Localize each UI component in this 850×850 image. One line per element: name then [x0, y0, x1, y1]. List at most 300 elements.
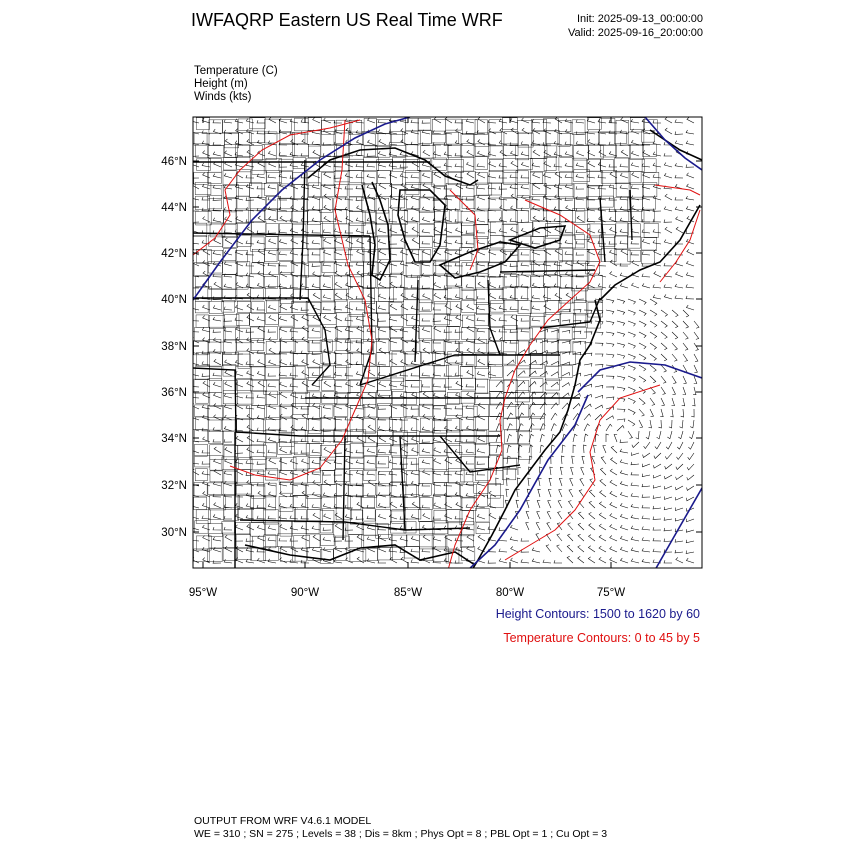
wind-barb — [558, 512, 562, 519]
wind-barb — [653, 485, 661, 488]
wind-barb — [511, 128, 518, 134]
wind-barb — [559, 489, 562, 497]
wind-barb — [378, 162, 386, 167]
wind-barb — [547, 523, 551, 531]
county-cell — [517, 120, 532, 133]
county-cell — [447, 223, 462, 236]
wind-barb — [434, 459, 441, 465]
wind-barb — [258, 381, 265, 387]
wind-barb — [257, 317, 265, 321]
wind-barb — [579, 490, 584, 497]
wind-barb — [434, 448, 441, 453]
wind-barb — [224, 559, 232, 563]
wind-barb — [312, 264, 320, 267]
wind-barb — [521, 252, 529, 255]
wind-barb — [213, 349, 221, 354]
wind-barb — [687, 173, 694, 178]
wind-barb — [280, 525, 287, 531]
county-cell — [475, 443, 490, 457]
wind-barb — [389, 537, 397, 541]
wind-barb — [614, 434, 617, 442]
wind-barb — [654, 464, 662, 468]
wind-barb — [202, 184, 210, 189]
wind-barb — [302, 536, 309, 541]
county-cell — [264, 209, 277, 220]
wind-barb — [511, 547, 518, 553]
wind-barb — [687, 486, 694, 490]
county-cell — [614, 236, 627, 249]
wind-barb — [477, 240, 485, 244]
wind-barb — [578, 534, 584, 541]
lat-label: 44°N — [161, 202, 187, 214]
wind-barb — [546, 545, 551, 552]
county-cell — [250, 313, 265, 326]
wind-barb — [345, 340, 353, 343]
county-cell — [238, 262, 250, 276]
county-cell — [308, 367, 322, 381]
wind-barb — [595, 385, 603, 388]
wind-barb — [540, 371, 547, 376]
county-cell — [390, 339, 402, 351]
county-cell — [376, 444, 390, 455]
wind-barb — [235, 360, 243, 365]
county-cell — [404, 522, 416, 533]
wind-barb — [665, 227, 672, 233]
wind-barb — [334, 372, 342, 376]
wind-barb — [213, 373, 221, 376]
county-cell — [531, 209, 544, 221]
wind-barb — [213, 185, 221, 189]
wind-barb — [422, 505, 430, 508]
wind-barb — [290, 373, 298, 376]
wind-barb — [268, 384, 276, 388]
county-cell — [376, 145, 390, 157]
wind-barb — [688, 442, 694, 449]
county-cell — [336, 457, 350, 469]
wind-barb — [686, 272, 694, 277]
county-cell — [321, 313, 336, 324]
wind-barb — [400, 383, 408, 388]
wind-barb — [478, 173, 485, 179]
wind-barb — [571, 467, 574, 475]
wind-barb — [628, 343, 635, 348]
county-cell — [489, 132, 501, 145]
wind-barb — [312, 471, 320, 475]
county-cell — [532, 417, 545, 429]
wind-barb — [694, 376, 697, 384]
wind-barb — [533, 128, 540, 134]
wind-barb — [191, 504, 199, 509]
wind-barb — [445, 535, 452, 541]
wind-barb — [650, 343, 657, 349]
wind-barb — [642, 505, 650, 508]
county-cell — [404, 432, 416, 444]
wind-barb — [609, 151, 617, 156]
wind-barb — [661, 310, 668, 316]
county-cell — [390, 302, 402, 315]
wind-barb — [367, 493, 375, 497]
wind-barb — [214, 238, 221, 244]
wind-barb — [610, 525, 617, 531]
wind-barb — [565, 240, 573, 244]
wind-barb — [422, 339, 430, 343]
county-cell — [194, 132, 207, 145]
wind-barb — [202, 461, 210, 464]
county-cell — [321, 132, 334, 145]
wind-barb — [345, 230, 353, 233]
wind-barb — [290, 251, 298, 255]
county-cell — [434, 326, 449, 340]
county-cell — [308, 118, 321, 131]
county-cell — [545, 172, 559, 185]
wind-barb — [246, 362, 254, 366]
county-cell — [572, 158, 586, 172]
longitude-labels — [189, 587, 625, 599]
wind-barb — [677, 453, 684, 459]
county-cell — [209, 120, 222, 133]
wind-barb — [489, 513, 496, 519]
wind-barb — [411, 406, 419, 409]
wind-barb — [269, 272, 276, 277]
wind-barb — [649, 420, 652, 428]
wind-barb — [477, 218, 485, 222]
wind-barb — [543, 283, 551, 288]
wind-barb — [290, 471, 298, 476]
wind-barb — [598, 142, 606, 145]
wind-barb — [290, 152, 298, 156]
county-cell — [530, 302, 546, 317]
county-cell — [432, 131, 446, 143]
wind-barb — [202, 361, 210, 365]
wind-barb — [225, 447, 232, 453]
wind-barb — [423, 414, 430, 420]
wind-barb — [324, 316, 331, 322]
wind-barb — [631, 196, 639, 201]
wind-barb — [665, 194, 672, 200]
wind-barb — [357, 206, 364, 211]
wind-barb — [577, 216, 584, 222]
wind-barb — [584, 404, 591, 409]
wind-barb — [378, 426, 386, 431]
wind-barb — [235, 119, 243, 123]
county-cell — [475, 144, 490, 156]
wind-barb — [609, 164, 617, 167]
wind-barb — [280, 216, 287, 222]
wind-barb — [606, 376, 614, 379]
wind-barb — [477, 318, 485, 321]
county-cell — [308, 146, 321, 158]
wind-barb — [235, 273, 243, 278]
wind-barb — [367, 537, 375, 541]
wind-barb — [521, 175, 529, 178]
wind-barb — [357, 239, 364, 244]
wind-barb — [224, 173, 232, 178]
wind-barb — [191, 154, 199, 157]
wind-barb — [378, 338, 386, 343]
wind-barb — [302, 381, 309, 387]
county-cell — [334, 405, 348, 416]
wind-barb — [639, 398, 645, 405]
wind-barb — [664, 496, 672, 499]
wind-barb — [378, 372, 386, 376]
wind-barb — [323, 527, 331, 530]
wind-barb — [202, 208, 210, 211]
county-cell — [503, 326, 518, 341]
county-cell — [364, 223, 377, 237]
wind-barb — [661, 332, 667, 339]
wind-barb — [422, 460, 430, 464]
wind-barb — [521, 559, 529, 563]
wind-barb — [617, 343, 625, 348]
county-cell — [195, 430, 208, 442]
wind-barb — [549, 478, 552, 486]
wind-barb — [334, 185, 342, 189]
wind-barb — [247, 150, 254, 156]
wind-barb — [225, 139, 232, 145]
county-cell — [293, 157, 305, 169]
lon-label: 85°W — [393, 587, 423, 599]
wind-barb — [499, 175, 507, 178]
county-cell — [348, 159, 363, 170]
wind-barb — [345, 173, 353, 178]
wind-barb — [345, 197, 353, 200]
wind-barb — [537, 511, 540, 519]
wind-barb — [551, 372, 559, 376]
wind-barb — [401, 139, 408, 145]
wind-barb — [562, 383, 570, 387]
wind-barb — [589, 512, 595, 519]
wind-barb — [247, 315, 254, 321]
wind-barb — [324, 216, 331, 222]
county-cell — [195, 405, 209, 417]
wind-barb — [620, 440, 628, 443]
wind-barb — [356, 152, 364, 156]
wind-barb — [466, 231, 474, 234]
county-cell — [516, 341, 528, 355]
wind-barb — [467, 370, 474, 376]
wind-barb — [543, 173, 551, 178]
wind-barb — [499, 163, 507, 167]
wind-barb — [521, 538, 529, 541]
model-info-line2: WE = 310 ; SN = 275 ; Levels = 38 ; Dis = 8km ; Phys Opt = 8 ; PBL Opt = 1 ; Cu Opt = 3 — [194, 828, 608, 840]
county-cell — [475, 211, 488, 225]
county-cell — [294, 198, 307, 211]
wind-barb — [257, 307, 265, 310]
county-cell — [642, 210, 655, 222]
wind-barb — [599, 502, 606, 508]
wind-barb — [664, 285, 672, 289]
wind-barb — [478, 535, 485, 541]
county-cell — [588, 185, 601, 199]
wind-barb — [400, 164, 408, 167]
county-cell — [476, 248, 489, 262]
wind-barb — [357, 502, 364, 508]
wind-barb — [302, 370, 309, 376]
wind-barb — [642, 283, 650, 288]
wind-barb — [650, 332, 657, 338]
wind-barb — [687, 184, 695, 189]
county-cell — [546, 301, 561, 315]
wind-barb — [422, 404, 430, 409]
county-cell — [630, 145, 644, 159]
wind-barb — [664, 173, 672, 178]
wind-barb — [675, 197, 683, 200]
wind-barb — [631, 559, 639, 563]
county-cell — [294, 509, 306, 521]
county-cell — [194, 497, 207, 509]
wind-barb — [280, 304, 287, 310]
wind-barb — [664, 220, 672, 223]
wind-barb — [412, 437, 420, 442]
wind-barb — [433, 151, 441, 156]
wind-barb — [642, 548, 650, 552]
wind-barb — [606, 299, 614, 303]
county-cell — [308, 210, 321, 225]
wind-barb — [323, 405, 331, 409]
wind-barb — [580, 479, 584, 487]
wind-barb — [557, 545, 562, 552]
wind-barb — [620, 173, 628, 178]
wind-barb — [599, 546, 606, 552]
county-cell — [502, 183, 516, 198]
wind-barb — [578, 545, 584, 552]
wind-barb — [455, 140, 463, 145]
wind-barb — [433, 393, 441, 398]
county-cell — [489, 380, 503, 391]
wind-barb — [543, 120, 551, 123]
county-cell — [195, 521, 208, 534]
wind-barb — [323, 263, 331, 266]
wind-barb — [455, 439, 463, 442]
wind-barb — [213, 251, 221, 255]
wind-barb — [268, 185, 276, 189]
wind-barb — [312, 439, 320, 442]
wind-barb — [191, 492, 199, 497]
wind-barb — [631, 151, 639, 156]
wind-barb — [686, 558, 694, 563]
wind-barb — [357, 140, 365, 145]
wind-barb — [312, 252, 320, 255]
county-cell — [461, 185, 475, 199]
wind-barb — [661, 387, 665, 394]
wind-barb — [551, 393, 558, 399]
county-cell — [558, 133, 570, 146]
county-cell — [391, 235, 404, 249]
wind-barb — [653, 495, 661, 498]
wind-barb — [389, 152, 397, 156]
wind-barb — [202, 525, 210, 530]
wind-barb — [584, 374, 592, 377]
wind-barb — [466, 197, 474, 200]
wind-barb — [224, 318, 232, 321]
county-cell — [628, 224, 641, 237]
county-cell — [419, 211, 434, 223]
county-cell — [600, 118, 615, 132]
wind-barb — [411, 461, 419, 464]
wind-barb — [521, 263, 529, 266]
wind-barb — [569, 501, 574, 508]
wind-barb — [664, 294, 672, 299]
wind-barb — [268, 329, 276, 332]
wind-barb — [628, 376, 635, 381]
wind-barb — [631, 537, 639, 541]
wind-barb — [548, 500, 551, 508]
wind-barb — [631, 140, 639, 145]
wind-barb — [599, 557, 606, 563]
wind-barb — [313, 272, 320, 277]
wind-barb — [279, 428, 287, 431]
wind-barb — [466, 218, 474, 222]
wind-barb — [279, 230, 287, 233]
wind-barb — [235, 152, 243, 156]
wind-barb — [529, 382, 536, 388]
county-cell — [307, 510, 323, 521]
county-cell — [250, 118, 265, 129]
wind-barb — [235, 451, 243, 454]
wind-barb — [268, 373, 276, 376]
wind-barb — [678, 431, 683, 439]
wind-barb — [478, 403, 485, 409]
county-cell — [336, 484, 348, 495]
wind-barb — [378, 406, 386, 409]
wind-barb — [642, 474, 650, 477]
wind-barb — [528, 478, 531, 486]
wind-barb — [258, 216, 265, 222]
wind-barb — [345, 514, 353, 519]
wind-barb — [511, 315, 518, 321]
wind-barb — [213, 208, 221, 211]
wind-barb — [379, 260, 386, 266]
wind-barb — [573, 445, 576, 453]
wind-barb — [529, 371, 536, 376]
wind-barb — [603, 445, 606, 453]
county-cell — [237, 470, 250, 485]
wind-barb — [610, 480, 617, 486]
wind-barb — [620, 263, 628, 266]
wind-barb — [246, 252, 254, 255]
wind-barb — [268, 151, 276, 156]
county-cell — [322, 471, 335, 485]
county-cell — [321, 289, 335, 301]
wind-barb — [224, 439, 232, 442]
wind-barb — [214, 359, 221, 365]
wind-barb — [224, 307, 232, 310]
wind-barb — [290, 504, 298, 508]
wind-barb — [478, 151, 486, 156]
wind-barb — [401, 436, 408, 442]
wind-barb — [499, 229, 507, 234]
wind-barb — [356, 307, 364, 310]
wind-barb — [323, 547, 331, 552]
wind-barb — [423, 392, 430, 398]
county-cell — [322, 379, 335, 390]
wind-barb — [683, 354, 688, 361]
wind-barb — [257, 240, 265, 244]
county-cell — [404, 484, 417, 497]
county-cell — [418, 276, 434, 289]
wind-barb — [422, 229, 430, 233]
wind-barb — [653, 475, 661, 478]
county-cell — [378, 431, 394, 445]
wind-barb — [444, 295, 452, 299]
wind-barb — [345, 448, 353, 453]
wind-barb — [257, 283, 265, 288]
county-cell — [615, 171, 630, 184]
wind-barb — [444, 406, 452, 409]
wind-barb — [686, 196, 694, 200]
county-cell — [503, 210, 518, 224]
wind-barb — [335, 194, 342, 200]
